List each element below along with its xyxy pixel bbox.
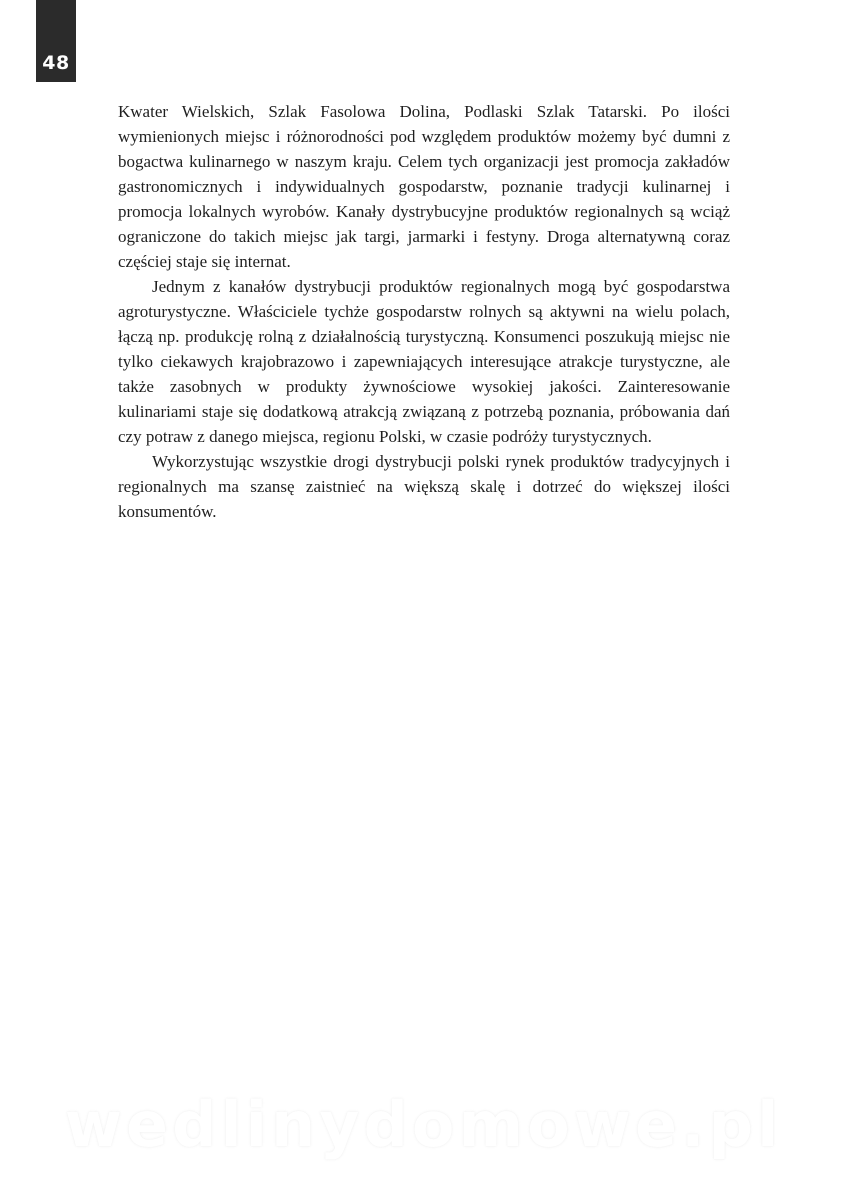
page-number-tab	[36, 0, 76, 82]
page-number: 48	[42, 52, 70, 74]
paragraph: Jednym z kanałów dystrybucji produktów regionalnych mogą być gospodarstwa agroturystyczne. Właściciele tychże gospodarstw rolnych są aktywni na wielu polach, łączą np. produkcję rolną z działalnością turystyczną. Konsumenci poszukują miejsc nie tylko ciekawych krajobrazowo i zapewniających interesujące atrakcje turystyczne, ale także zasobnych w produkty żywnościowe wysokiej jakości. Zainteresowanie kulinariami staje się dodatkową atrakcją związaną z potrzebą poznania, próbowania dań czy potraw z danego miejsca, regionu Polski, w czasie podróży turystycznych.	[118, 277, 730, 446]
paragraph: Kwater Wielskich, Szlak Fasolowa Dolina, Podlaski Szlak Tatarski. Po ilości wymienionych miejsc i różnorodności pod względem produktów możemy być dumni z bogactwa kulinarnego w naszym kraju. Celem tych organizacji jest promocja zakładów gastronomicznych i indywidualnych gospodarstw, poznanie tradycji kulinarnej i promocja lokalnych wyrobów. Kanały dystrybucyjne produktów regionalnych są wciąż ograniczone do takich miejsc jak targi, jarmarki i festyny. Droga alternatywną coraz częściej staje się internat.	[118, 102, 730, 271]
watermark: wedlinydomowe.pl	[64, 1088, 783, 1161]
body-text	[118, 99, 730, 524]
paragraph: Wykorzystując wszystkie drogi dystrybucji polski rynek produktów tradycyjnych i regionalnych ma szansę zaistnieć na większą skalę i dotrzeć do większej ilości konsumentów.	[118, 452, 730, 521]
